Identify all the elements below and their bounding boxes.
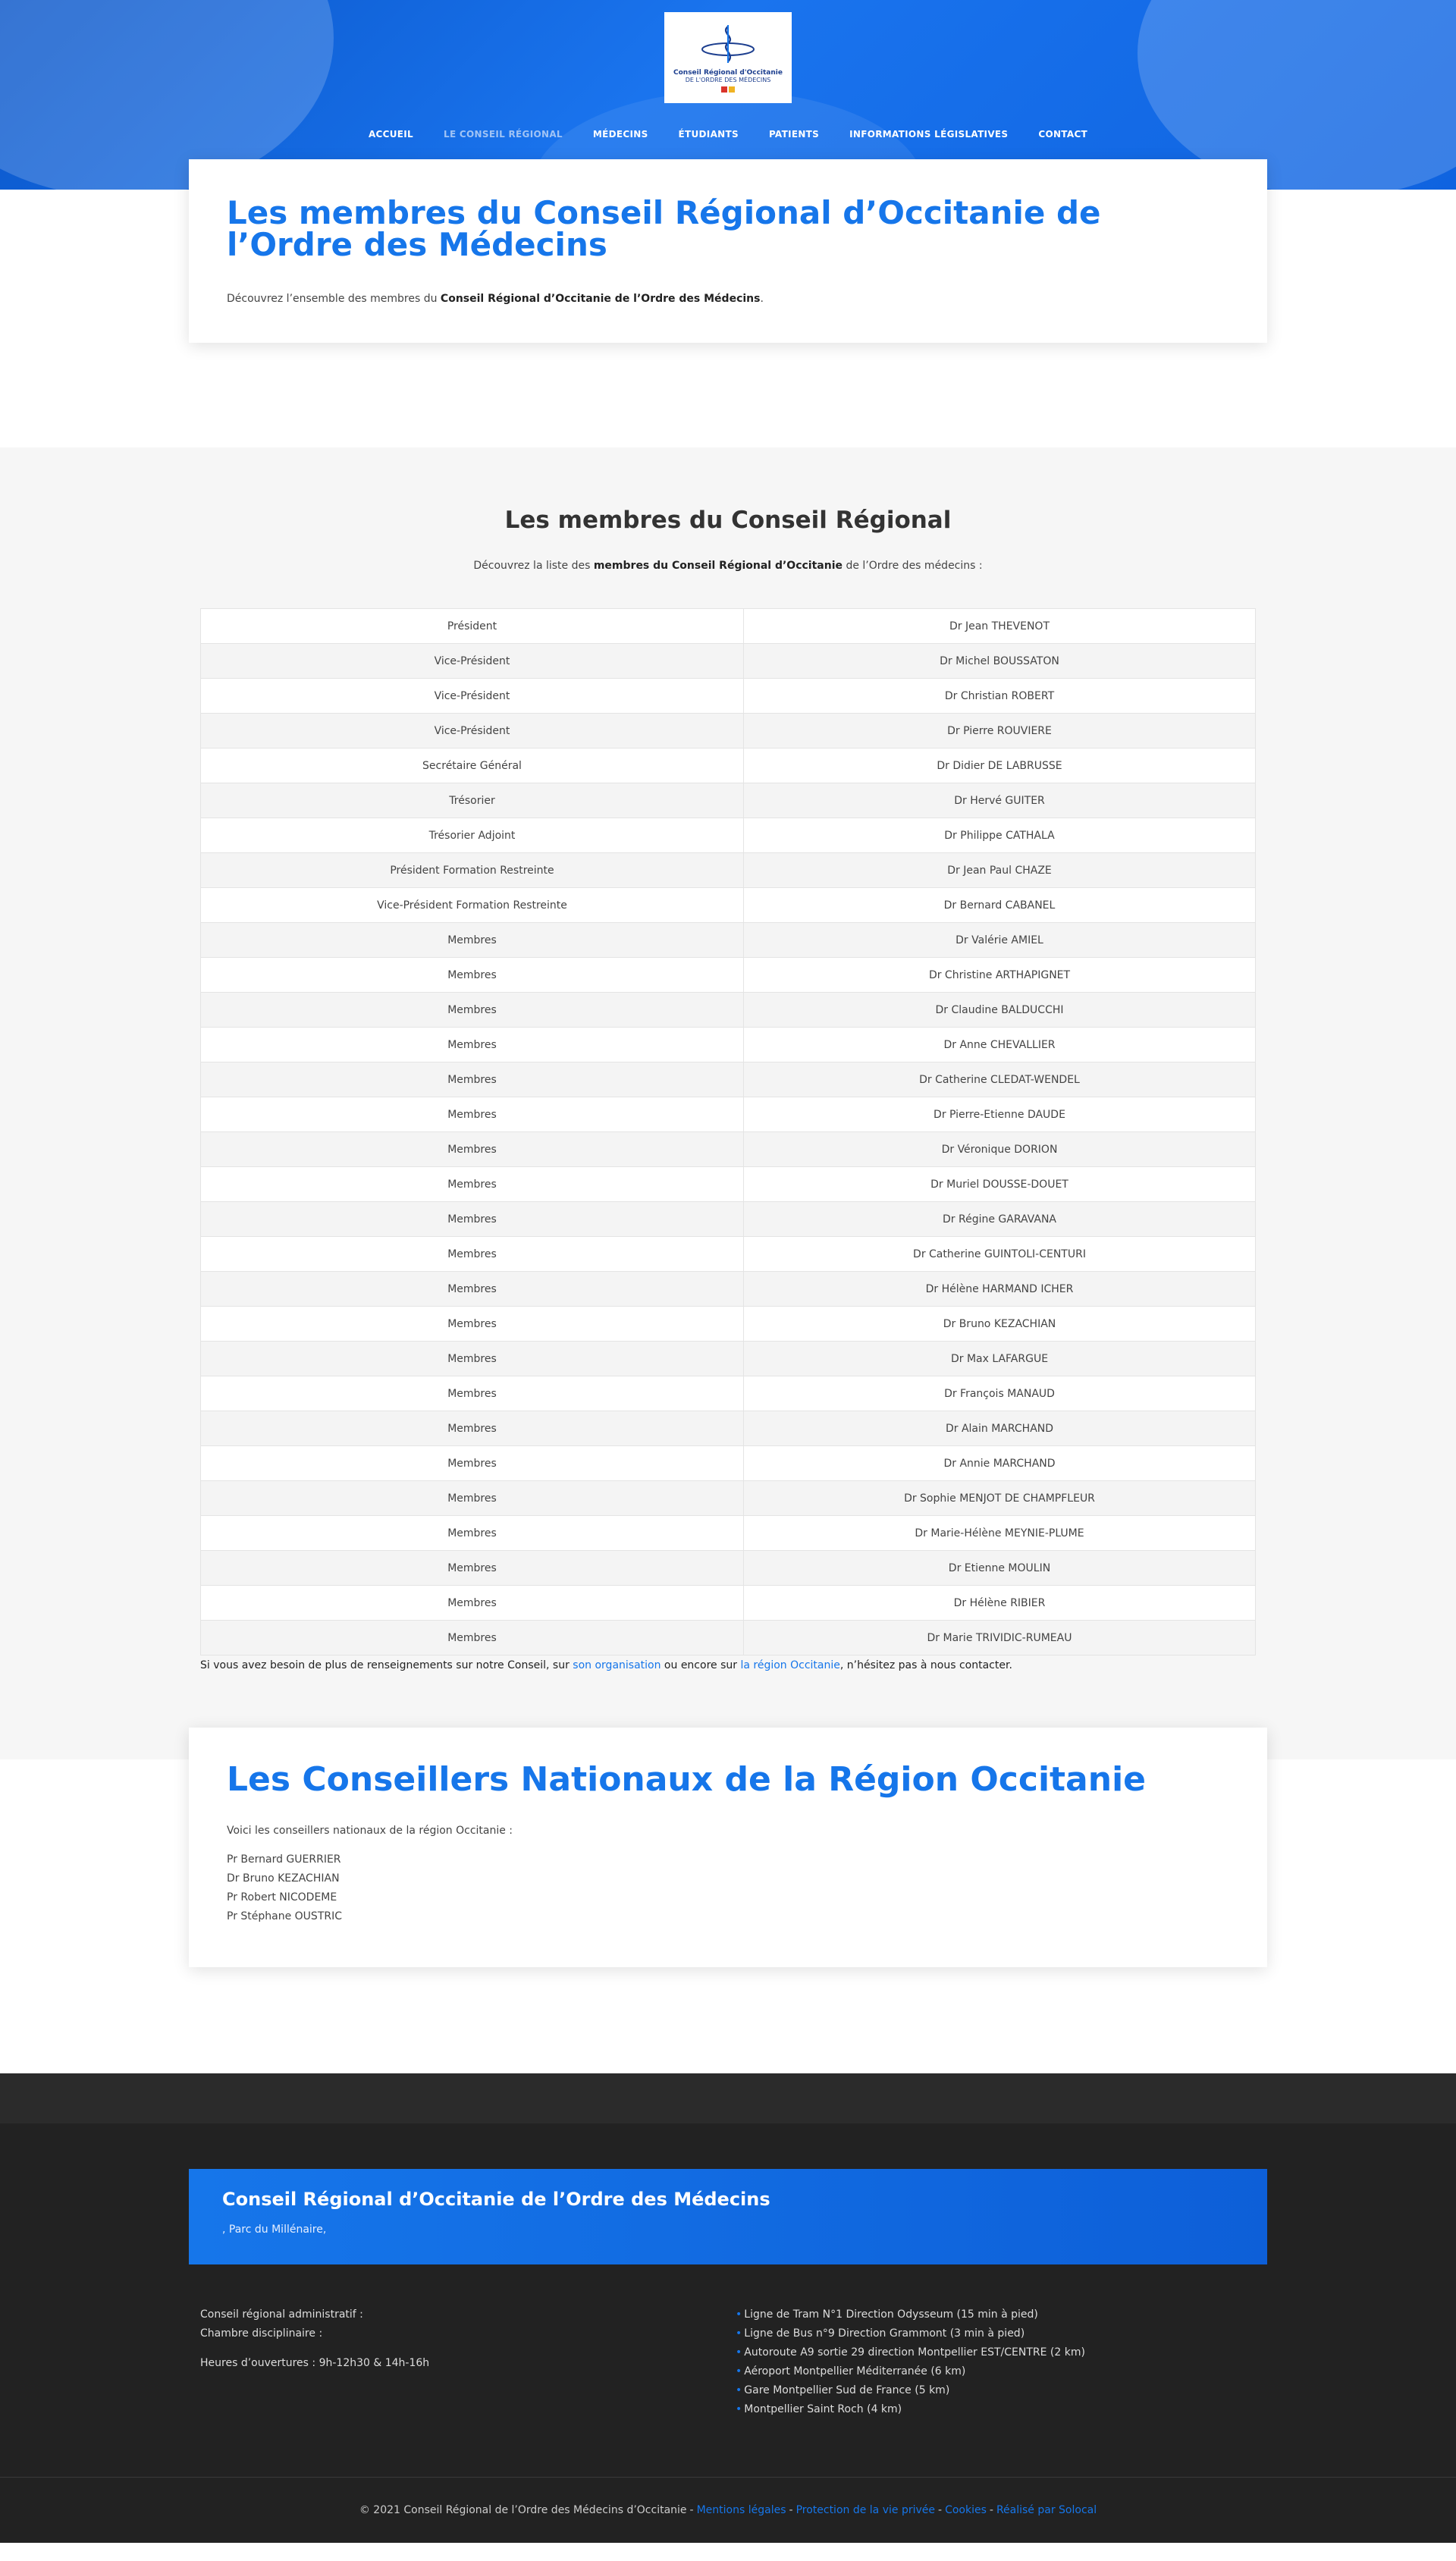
- separator: -: [789, 2504, 793, 2516]
- list-item: [736, 2400, 1085, 2419]
- logo-subtitle: DE L'ORDRE DES MÉDECINS: [685, 76, 771, 83]
- members-sub-before: Découvrez la liste des: [473, 560, 594, 572]
- table-row: [201, 1167, 1256, 1202]
- members-table: [200, 608, 1256, 1656]
- disciplinaire-label: Chambre disciplinaire :: [200, 2327, 323, 2340]
- member-name: Dr Régine GARAVANA: [744, 1202, 1256, 1237]
- table-row: [201, 644, 1256, 679]
- member-name: Dr Marie-Hélène MEYNIE-PLUME: [744, 1516, 1256, 1551]
- member-role: Président: [201, 609, 744, 644]
- list-item: [736, 2381, 1085, 2400]
- table-row: [201, 1237, 1256, 1272]
- logo-flag: [721, 86, 735, 93]
- table-row: [201, 993, 1256, 1028]
- member-role: Vice-Président Formation Restreinte: [201, 888, 744, 923]
- member-role: Membres: [201, 1342, 744, 1376]
- member-name: Dr Catherine CLEDAT-WENDEL: [744, 1062, 1256, 1097]
- national-list: [227, 1850, 1229, 1926]
- member-role: Membres: [201, 1376, 744, 1411]
- list-item: Pr Bernard GUERRIER: [227, 1853, 341, 1866]
- member-role: Vice-Président: [201, 714, 744, 749]
- bullet-icon: •: [736, 2308, 742, 2321]
- copyright-bar: [0, 2478, 1456, 2543]
- national-intro: Voici les conseillers nationaux de la région Occitanie :: [227, 1825, 513, 1837]
- member-role: Membres: [201, 1167, 744, 1202]
- member-role: Vice-Président: [201, 644, 744, 679]
- more-info-part3: , n’hésitez pas à nous contacter.: [839, 1659, 1012, 1671]
- member-role: Membres: [201, 1551, 744, 1586]
- footer-banner: [189, 2169, 1267, 2264]
- member-role: Président Formation Restreinte: [201, 853, 744, 888]
- intro-text-bold: Conseil Régional d’Occitanie de l’Ordre des Médecins: [440, 293, 761, 305]
- footer-contact-info: [200, 2305, 429, 2373]
- members-sub-bold: membres du Conseil Régional d’Occitanie: [593, 560, 843, 572]
- table-row: [201, 749, 1256, 783]
- table-row: [201, 1272, 1256, 1307]
- member-role: Membres: [201, 1516, 744, 1551]
- table-row: [201, 818, 1256, 853]
- table-row: [201, 609, 1256, 644]
- member-name: Dr Christian ROBERT: [744, 679, 1256, 714]
- member-role: Membres: [201, 1097, 744, 1132]
- nav-etudiants[interactable]: ÉTUDIANTS: [678, 129, 739, 140]
- page-title: Les membres du Conseil Régional d’Occitanie de l’Ordre des Médecins: [227, 194, 1101, 263]
- member-role: Membres: [201, 1132, 744, 1167]
- member-name: Dr Didier DE LABRUSSE: [744, 749, 1256, 783]
- organisation-link[interactable]: son organisation: [573, 1659, 661, 1671]
- table-row: [201, 1132, 1256, 1167]
- member-name: Dr Christine ARTHAPIGNET: [744, 958, 1256, 993]
- members-subtitle: [0, 560, 1456, 572]
- member-name: Dr Catherine GUINTOLI-CENTURI: [744, 1237, 1256, 1272]
- table-row: [201, 1028, 1256, 1062]
- member-role: Membres: [201, 1411, 744, 1446]
- members-heading: Les membres du Conseil Régional: [504, 507, 952, 534]
- member-name: Dr Claudine BALDUCCHI: [744, 993, 1256, 1028]
- intro-text-after: .: [760, 293, 764, 305]
- region-link[interactable]: la région Occitanie: [740, 1659, 840, 1671]
- copyright-text: © 2021 Conseil Régional de l’Ordre des Médecins d’Occitanie: [359, 2504, 687, 2516]
- nav-contact[interactable]: CONTACT: [1038, 129, 1088, 140]
- member-name: Dr Michel BOUSSATON: [744, 644, 1256, 679]
- bullet-icon: •: [736, 2327, 742, 2340]
- member-name: Dr Véronique DORION: [744, 1132, 1256, 1167]
- logo-title: Conseil Régional d'Occitanie: [673, 68, 783, 77]
- member-name: Dr Hervé GUITER: [744, 783, 1256, 818]
- member-role: Trésorier Adjoint: [201, 818, 744, 853]
- member-name: Dr Jean THEVENOT: [744, 609, 1256, 644]
- more-info-part2: ou encore sur: [661, 1659, 741, 1671]
- table-row: [201, 1621, 1256, 1656]
- member-name: Dr Pierre-Etienne DAUDE: [744, 1097, 1256, 1132]
- footer-title: Conseil Régional d’Occitanie de l’Ordre des Médecins: [222, 2189, 770, 2210]
- footer: [0, 2123, 1456, 2477]
- table-row: [201, 1446, 1256, 1481]
- table-row: [201, 1342, 1256, 1376]
- intro-card: [189, 159, 1267, 343]
- member-name: Dr Jean Paul CHAZE: [744, 853, 1256, 888]
- member-role: Membres: [201, 993, 744, 1028]
- members-sub-after: de l’Ordre des médecins :: [843, 560, 983, 572]
- table-row: [201, 888, 1256, 923]
- table-row: [201, 923, 1256, 958]
- members-section: [0, 447, 1456, 1759]
- caduceus-logo-icon: [698, 24, 758, 66]
- member-role: Trésorier: [201, 783, 744, 818]
- more-info-text: [200, 1659, 1012, 1671]
- member-name: Dr Hélène HARMAND ICHER: [744, 1272, 1256, 1307]
- list-item: Pr Robert NICODEME: [227, 1891, 337, 1903]
- table-row: [201, 1376, 1256, 1411]
- table-row: [201, 1551, 1256, 1586]
- member-name: Dr Marie TRIVIDIC-RUMEAU: [744, 1621, 1256, 1656]
- access-item-text: Ligne de Tram N°1 Direction Odysseum (15 min à pied): [744, 2308, 1038, 2321]
- footer-address: , Parc du Millénaire,: [222, 2224, 327, 2236]
- member-role: Membres: [201, 958, 744, 993]
- site-logo[interactable]: [664, 12, 792, 103]
- access-item-text: Aéroport Montpellier Méditerranée (6 km): [744, 2365, 966, 2377]
- member-name: Dr Sophie MENJOT DE CHAMPFLEUR: [744, 1481, 1256, 1516]
- privacy-link[interactable]: Protection de la vie privée: [795, 2504, 935, 2516]
- footer-top-band: [0, 2073, 1456, 2123]
- intro-text: [227, 293, 1229, 305]
- table-row: [201, 1307, 1256, 1342]
- intro-text-before: Découvrez l’ensemble des membres du: [227, 293, 441, 305]
- main-nav: [0, 129, 1456, 140]
- cookies-link[interactable]: Cookies: [945, 2504, 987, 2516]
- table-row: [201, 958, 1256, 993]
- separator: -: [938, 2504, 943, 2516]
- table-row: [201, 679, 1256, 714]
- mentions-legales-link[interactable]: Mentions légales: [696, 2504, 786, 2516]
- list-item: [736, 2305, 1085, 2324]
- member-name: Dr Philippe CATHALA: [744, 818, 1256, 853]
- member-role: Membres: [201, 923, 744, 958]
- list-item: [736, 2343, 1085, 2362]
- member-role: Membres: [201, 1202, 744, 1237]
- admin-label: Conseil régional administratif :: [200, 2308, 363, 2321]
- member-role: Membres: [201, 1237, 744, 1272]
- national-title: Les Conseillers Nationaux de la Région Occitanie: [227, 1760, 1146, 1799]
- nav-accueil[interactable]: ACCUEIL: [368, 129, 414, 140]
- access-item-text: Autoroute A9 sortie 29 direction Montpellier EST/CENTRE (2 km): [744, 2346, 1085, 2359]
- member-name: Dr Muriel DOUSSE-DOUET: [744, 1167, 1256, 1202]
- table-row: [201, 1516, 1256, 1551]
- nav-conseil-regional[interactable]: LE CONSEIL RÉGIONAL: [444, 129, 563, 140]
- member-name: Dr Valérie AMIEL: [744, 923, 1256, 958]
- member-name: Dr Max LAFARGUE: [744, 1342, 1256, 1376]
- member-name: Dr Pierre ROUVIERE: [744, 714, 1256, 749]
- access-item-text: Gare Montpellier Sud de France (5 km): [744, 2384, 950, 2396]
- member-role: Membres: [201, 1028, 744, 1062]
- member-role: Membres: [201, 1621, 744, 1656]
- table-row: [201, 783, 1256, 818]
- access-list: [736, 2305, 1085, 2419]
- list-item: Dr Bruno KEZACHIAN: [227, 1872, 340, 1885]
- member-role: Membres: [201, 1062, 744, 1097]
- list-item: [736, 2324, 1085, 2343]
- member-role: Membres: [201, 1586, 744, 1621]
- access-item-text: Montpellier Saint Roch (4 km): [744, 2403, 902, 2415]
- member-name: Dr Etienne MOULIN: [744, 1551, 1256, 1586]
- member-name: Dr Anne CHEVALLIER: [744, 1028, 1256, 1062]
- bullet-icon: •: [736, 2365, 742, 2377]
- table-row: [201, 1411, 1256, 1446]
- member-name: Dr Hélène RIBIER: [744, 1586, 1256, 1621]
- solocal-link[interactable]: Réalisé par Solocal: [996, 2504, 1097, 2516]
- list-item: Pr Stéphane OUSTRIC: [227, 1910, 343, 1922]
- bullet-icon: •: [736, 2346, 742, 2359]
- access-item-text: Ligne de Bus n°9 Direction Grammont (3 min à pied): [744, 2327, 1025, 2340]
- nav-informations-legislatives[interactable]: INFORMATIONS LÉGISLATIVES: [849, 129, 1009, 140]
- nav-patients[interactable]: PATIENTS: [768, 129, 820, 140]
- table-row: [201, 1062, 1256, 1097]
- table-row: [201, 1202, 1256, 1237]
- member-role: Membres: [201, 1481, 744, 1516]
- table-row: [201, 853, 1256, 888]
- member-name: Dr Bruno KEZACHIAN: [744, 1307, 1256, 1342]
- table-row: [201, 1586, 1256, 1621]
- member-role: Secrétaire Général: [201, 749, 744, 783]
- table-row: [201, 1097, 1256, 1132]
- member-name: Dr Alain MARCHAND: [744, 1411, 1256, 1446]
- member-name: Dr Bernard CABANEL: [744, 888, 1256, 923]
- separator: -: [689, 2504, 694, 2516]
- more-info-part1: Si vous avez besoin de plus de renseignements sur notre Conseil, sur: [200, 1659, 573, 1671]
- nav-medecins[interactable]: MÉDECINS: [592, 129, 648, 140]
- member-role: Vice-Président: [201, 679, 744, 714]
- opening-hours: Heures d’ouvertures : 9h-12h30 & 14h-16h: [200, 2357, 430, 2369]
- list-item: [736, 2362, 1085, 2381]
- separator: -: [989, 2504, 993, 2516]
- national-card: [189, 1728, 1267, 1967]
- member-role: Membres: [201, 1307, 744, 1342]
- table-row: [201, 714, 1256, 749]
- bullet-icon: •: [736, 2403, 742, 2415]
- member-role: Membres: [201, 1272, 744, 1307]
- member-name: Dr François MANAUD: [744, 1376, 1256, 1411]
- member-role: Membres: [201, 1446, 744, 1481]
- bullet-icon: •: [736, 2384, 742, 2396]
- table-row: [201, 1481, 1256, 1516]
- member-name: Dr Annie MARCHAND: [744, 1446, 1256, 1481]
